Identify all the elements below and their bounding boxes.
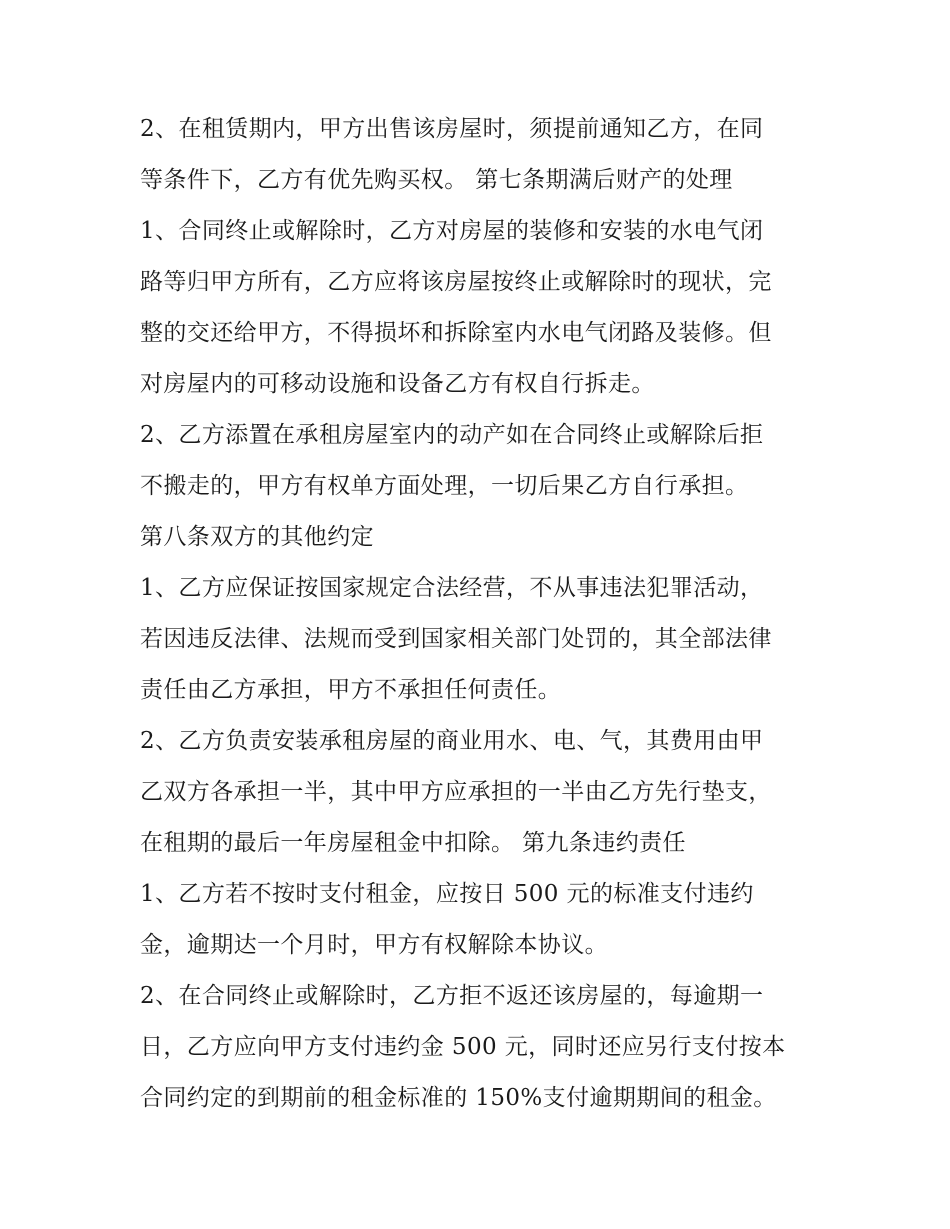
section-heading: 第八条双方的其他约定	[140, 524, 374, 550]
text-line: 1、乙方应保证按国家规定合法经营，不从事违法犯罪活动，	[140, 575, 764, 601]
text-line: 路等归甲方所有，乙方应将该房屋按终止或解除时的现状，完	[140, 269, 772, 295]
text-line: 整的交还给甲方，不得损坏和拆除室内水电气闭路及装修。但	[140, 320, 772, 346]
text-line: 等条件下，乙方有优先购买权。 第七条期满后财产的处理	[140, 167, 733, 193]
text-line: 2、乙方添置在承租房屋室内的动产如在合同终止或解除后拒	[140, 422, 764, 448]
text-line: 若因违反法律、法规而受到国家相关部门处罚的，其全部法律	[140, 626, 772, 652]
document-body	[140, 104, 820, 1124]
text-line: 2、乙方负责安装承租房屋的商业用水、电、气，其费用由甲	[140, 728, 764, 754]
text-line: 乙双方各承担一半，其中甲方应承担的一半由乙方先行垫支，	[140, 779, 772, 805]
text-line: 对房屋内的可移动设施和设备乙方有权自行拆走。	[140, 371, 655, 397]
text-line: 2、在租赁期内，甲方出售该房屋时，须提前通知乙方，在同	[140, 116, 764, 142]
text-line: 责任由乙方承担，甲方不承担任何责任。	[140, 677, 562, 703]
text-line: 不搬走的，甲方有权单方面处理，一切后果乙方自行承担。	[140, 473, 749, 499]
text-line: 金，逾期达一个月时，甲方有权解除本协议。	[140, 932, 608, 958]
text-line: 在租期的最后一年房屋租金中扣除。 第九条违约责任	[140, 830, 686, 856]
text-line: 日，乙方应向甲方支付违约金 500 元，同时还应另行支付按本	[140, 1034, 786, 1060]
text-line: 1、乙方若不按时支付租金，应按日 500 元的标准支付违约	[140, 881, 754, 907]
text-line: 1、合同终止或解除时，乙方对房屋的装修和安装的水电气闭	[140, 218, 764, 244]
text-line: 2、在合同终止或解除时，乙方拒不返还该房屋的，每逾期一	[140, 983, 764, 1009]
text-line: 合同约定的到期前的租金标准的 150%支付逾期期间的租金。	[140, 1085, 777, 1111]
